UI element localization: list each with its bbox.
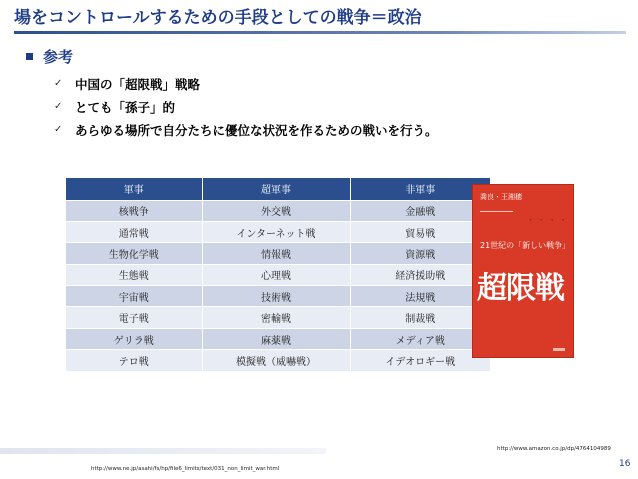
table-row [66, 221, 490, 242]
book-subtext-decoration: ━━━━━━━━━━━ [480, 209, 514, 215]
table-cell: イデオロギー戦 [350, 350, 490, 371]
check-icon: ✓ [54, 78, 63, 89]
table-cell: 情報戦 [202, 243, 350, 264]
table-cell: 生態戦 [66, 264, 202, 285]
table-cell: 麻薬戦 [202, 328, 350, 349]
table-cell: メディア戦 [350, 328, 490, 349]
title-underline [14, 31, 626, 34]
table-cell: 通常戦 [66, 221, 202, 242]
table-row [66, 307, 490, 328]
table-cell: 法規戦 [350, 286, 490, 307]
table-row [66, 286, 490, 307]
bullet-item [54, 95, 438, 118]
bullet-item [54, 72, 438, 95]
bullet-item [54, 118, 438, 141]
table-row [66, 350, 490, 371]
footer-bar [0, 448, 326, 454]
book-authors: 喬良・王湘穂 [480, 193, 522, 201]
table-cell: 電子戦 [66, 307, 202, 328]
table-row [66, 243, 490, 264]
amazon-source-link[interactable]: http://www.amazon.co.jp/dp/4764104989 [497, 446, 611, 452]
table-header-row [66, 178, 490, 200]
table-cell: 資源戦 [350, 243, 490, 264]
table-cell: 心理戦 [202, 264, 350, 285]
book-title: 超限戦 [477, 271, 564, 306]
table-cell: 技術戦 [202, 286, 350, 307]
header-military: 軍事 [66, 178, 202, 200]
table-row [66, 200, 490, 221]
table-cell: 制裁戦 [350, 307, 490, 328]
book-birds-decoration: ˅ ˅ ˅ ˅ [529, 219, 568, 226]
table-cell: 生物化学戦 [66, 243, 202, 264]
table-cell: 密輸戦 [202, 307, 350, 328]
table-cell: 核戦争 [66, 200, 202, 221]
book-subtitle: 21世紀の「新しい戦争」 [480, 241, 571, 250]
publisher-mark [553, 348, 565, 351]
table-cell: 宇宙戦 [66, 286, 202, 307]
header-non-military: 非軍事 [350, 178, 490, 200]
section-heading-text: 参考 [43, 48, 74, 66]
bullet-list [54, 72, 438, 141]
bullet-text: とても「孫子」的 [75, 99, 176, 115]
check-icon: ✓ [54, 124, 63, 135]
page-number: 16 [619, 459, 631, 469]
check-icon: ✓ [54, 101, 63, 112]
table-cell: 外交戦 [202, 200, 350, 221]
book-cover-image [472, 184, 574, 358]
bullet-text: 中国の「超限戦」戦略 [75, 76, 201, 92]
section-heading [26, 46, 73, 67]
table-cell: 貿易戦 [350, 221, 490, 242]
table-cell: インターネット戦 [202, 221, 350, 242]
table-row [66, 328, 490, 349]
table-row [66, 264, 490, 285]
bullet-text: あらゆる場所で自分たちに優位な状況を作るための戦いを行う。 [75, 122, 438, 138]
table-cell: 金融戦 [350, 200, 490, 221]
asahi-source-link[interactable]: http://www.ne.jp/asahi/fs/hp/file6_limits/text/031_non_limit_war.html [91, 466, 280, 472]
table-cell: 経済援助戦 [350, 264, 490, 285]
square-bullet-icon [26, 53, 33, 60]
table-cell: ゲリラ戦 [66, 328, 202, 349]
table-cell: テロ戦 [66, 350, 202, 371]
table-cell: 模擬戦（威嚇戦） [202, 350, 350, 371]
warfare-types-table [66, 178, 490, 371]
slide-title: 場をコントロールするための手段としての戦争＝政治 [14, 8, 422, 28]
header-trans-military: 超軍事 [202, 178, 350, 200]
